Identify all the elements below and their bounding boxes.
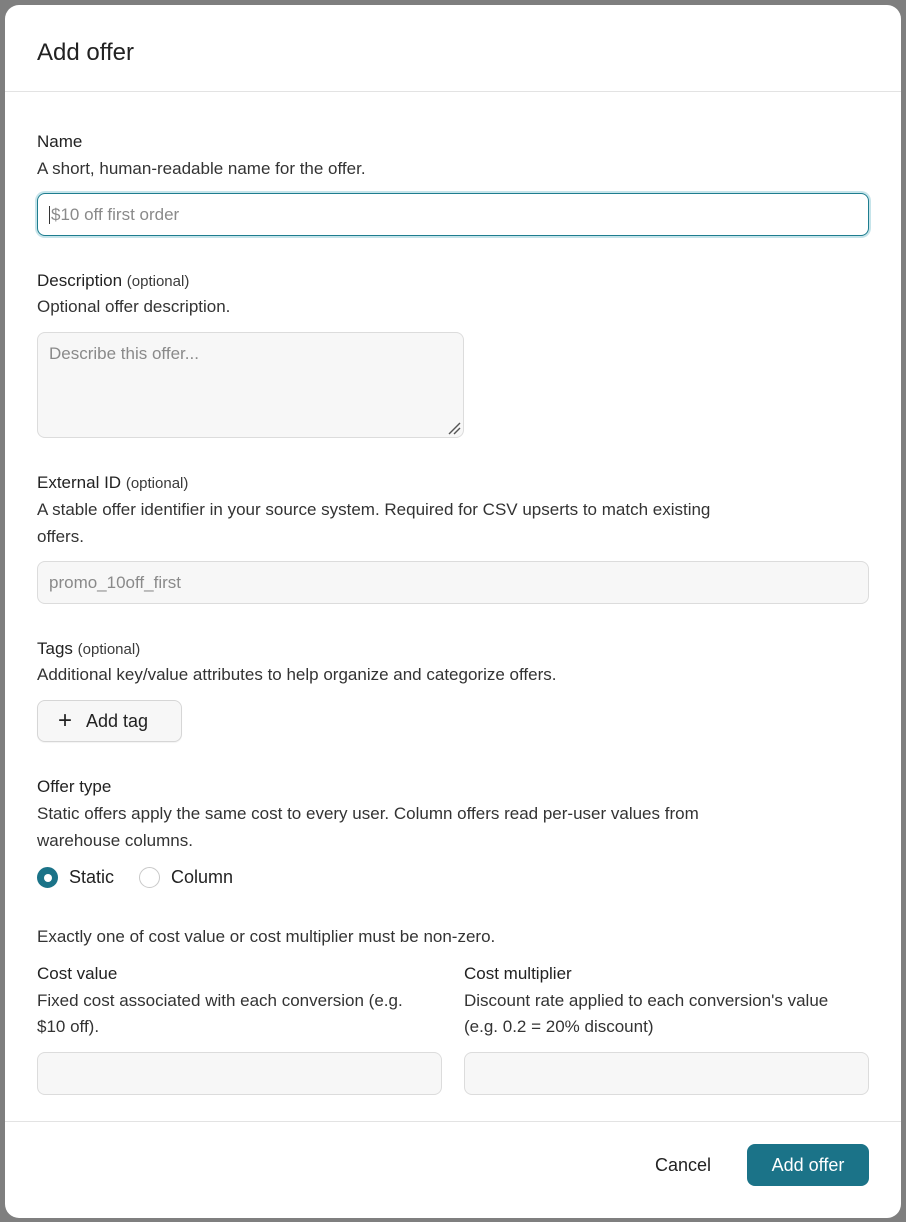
cost-multiplier-help-line1: Discount rate applied to each conversion's value xyxy=(464,991,829,1010)
offer-type-label: Offer type xyxy=(37,777,112,796)
add-offer-dialog xyxy=(5,5,901,1218)
cost-note: Exactly one of cost value or cost multiplier must be non-zero. xyxy=(37,927,496,946)
name-label: Name xyxy=(37,132,83,151)
name-help: A short, human-readable name for the offer. xyxy=(37,159,366,178)
text-caret xyxy=(49,206,50,224)
cost-value-label: Cost value xyxy=(37,964,118,983)
description-placeholder: Describe this offer... xyxy=(49,344,199,363)
description-label-text: Description xyxy=(37,271,123,290)
add-tag-label: Add tag xyxy=(86,710,149,731)
external-id-placeholder: promo_10off_first xyxy=(49,572,181,592)
external-id-label xyxy=(37,473,188,494)
tags-label xyxy=(37,639,140,660)
offer-type-help-line2: warehouse columns. xyxy=(37,831,193,850)
external-id-input[interactable] xyxy=(37,561,869,604)
cost-multiplier-help-line2: (e.g. 0.2 = 20% discount) xyxy=(464,1017,654,1036)
external-id-label-text: External ID xyxy=(37,473,122,492)
tags-optional-tag: (optional) xyxy=(77,641,141,658)
tags-label-text: Tags xyxy=(37,639,73,658)
description-label xyxy=(37,271,189,292)
cost-value-help-line1: Fixed cost associated with each conversion (e.g. xyxy=(37,991,403,1010)
cancel-button[interactable]: Cancel xyxy=(654,1154,712,1175)
radio-option-column[interactable] xyxy=(139,867,233,888)
add-tag-button[interactable] xyxy=(37,700,182,742)
radio-option-static[interactable] xyxy=(37,867,114,888)
external-id-help-line1: A stable offer identifier in your source system. Required for CSV upserts to match existing xyxy=(37,500,711,519)
external-id-help-line2: offers. xyxy=(37,527,84,546)
dialog-footer xyxy=(5,1121,901,1218)
cost-multiplier-input[interactable] xyxy=(464,1052,869,1095)
offer-type-help-line1: Static offers apply the same cost to every user. Column offers read per-user values from xyxy=(37,804,699,823)
add-offer-button[interactable]: Add offer xyxy=(747,1144,869,1186)
name-input[interactable] xyxy=(37,193,869,236)
resize-handle-icon[interactable] xyxy=(447,421,461,435)
external-id-optional-tag: (optional) xyxy=(125,475,189,492)
dialog-header xyxy=(5,5,901,92)
plus-icon: + xyxy=(58,707,73,734)
description-optional-tag: (optional) xyxy=(126,273,190,290)
radio-static-label: Static xyxy=(69,867,115,887)
radio-column-label: Column xyxy=(171,867,234,887)
cost-value-help-line2: $10 off). xyxy=(37,1017,100,1036)
description-help: Optional offer description. xyxy=(37,297,231,316)
description-textarea[interactable] xyxy=(37,332,464,438)
dialog-title: Add offer xyxy=(37,39,134,66)
tags-help: Additional key/value attributes to help organize and categorize offers. xyxy=(37,665,557,684)
name-input-placeholder: $10 off first order xyxy=(51,204,180,224)
cost-value-input[interactable] xyxy=(37,1052,442,1095)
radio-static-button[interactable] xyxy=(37,867,58,888)
cost-multiplier-label: Cost multiplier xyxy=(464,964,572,983)
radio-column-button[interactable] xyxy=(139,867,160,888)
